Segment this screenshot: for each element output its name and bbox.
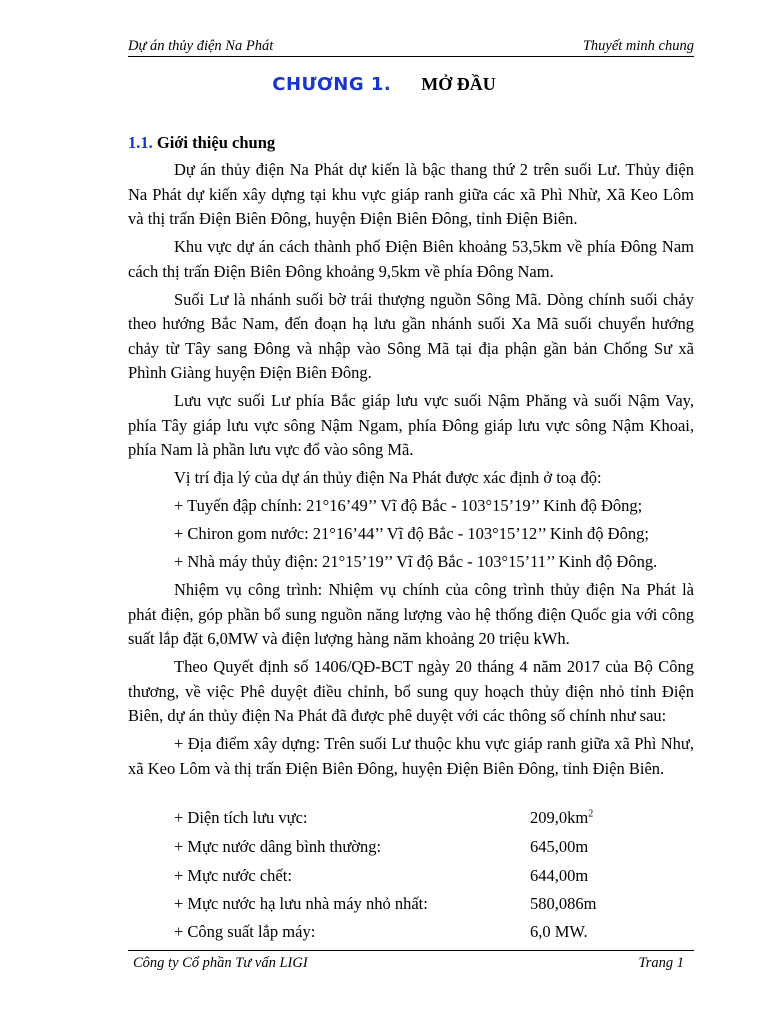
- spec-label: + Diện tích lưu vực:: [174, 808, 308, 827]
- document-body: [128, 158, 694, 785]
- spec-value: 6,0 MW.: [530, 922, 588, 941]
- chapter-number: CHƯƠNG 1.: [272, 74, 392, 95]
- spec-row: [174, 837, 694, 861]
- header-document-type: Thuyết minh chung: [582, 38, 694, 54]
- chapter-heading: [0, 74, 768, 95]
- paragraph-coordinates-intro: Vị trí địa lý của dự án thủy điện Na Phát được xác định ở toạ độ:: [174, 468, 602, 487]
- footer-page-number: Trang 1: [638, 955, 684, 971]
- spec-label: + Công suất lắp máy:: [174, 922, 316, 941]
- spec-label: + Mực nước dâng bình thường:: [174, 837, 382, 856]
- spec-value: 644,00m: [530, 866, 589, 885]
- section-number: 1.1.: [128, 133, 153, 152]
- coordinate-item-plant: + Nhà máy thủy điện: 21°15’19’’ Vĩ độ Bắc - 103°15’11’’ Kinh độ Đông.: [174, 552, 658, 571]
- footer-company: Công ty Cổ phần Tư vấn LIGI: [133, 955, 308, 971]
- coordinate-item-dam: + Tuyến đập chính: 21°16’49’’ Vĩ độ Bắc - 103°15’19’’ Kinh độ Đông;: [174, 496, 643, 515]
- page-footer: [128, 950, 694, 973]
- spec-label: + Mực nước hạ lưu nhà máy nhỏ nhất:: [174, 894, 428, 913]
- spec-row: [174, 922, 694, 946]
- chapter-title: MỞ ĐẦU: [421, 74, 496, 94]
- spec-value: $209,0km^2$: [530, 808, 594, 827]
- paragraph-stream: Suối Lư là nhánh suối bờ trái thượng nguồn Sông Mã. Dòng chính suối chảy theo hướng Bắc Nam, đến đoạn hạ lưu gần nhánh suối Xa Mã suối chuyển hướng chảy từ Tây sang Đông và nhập vào Sông Mã tại địa phận gần bản Chống Sư xã Phình Giàng huyện Điện Biên Đông.: [128, 289, 694, 382]
- paragraph-basin: Lưu vực suối Lư phía Bắc giáp lưu vực suối Nậm Phăng và suối Nậm Vay, phía Tây giáp lưu vực sông Nậm Ngam, phía Đông giáp lưu vực sông Nậm Khoai, phía Nam là phần lưu vực đổ vào sông Mã.: [128, 391, 694, 459]
- paragraph-site: + Địa điểm xây dựng: Trên suối Lư thuộc khu vực giáp ranh giữa xã Phì Như, xã Keo Lôm và thị trấn Điện Biên Đông, huyện Điện Biên Đông, tỉnh Điện Biên.: [128, 734, 694, 778]
- spec-row: [174, 808, 694, 832]
- spec-row: [174, 866, 694, 890]
- spec-value: 580,086m: [530, 894, 597, 913]
- paragraph-location: Khu vực dự án cách thành phố Điện Biên khoảng 53,5km về phía Đông Nam cách thị trấn Điện Biên Đông khoảng 9,5km về phía Đông Nam.: [128, 237, 694, 281]
- section-title: Giới thiệu chung: [156, 133, 276, 152]
- spec-row: [174, 894, 694, 918]
- spec-value: 645,00m: [530, 837, 589, 856]
- page-header: [128, 38, 694, 57]
- coordinate-item-intake: + Chiron gom nước: 21°16’44’’ Vĩ độ Bắc - 103°15’12’’ Kinh độ Đông;: [174, 524, 649, 543]
- paragraph-decision: Theo Quyết định số 1406/QĐ-BCT ngày 20 tháng 4 năm 2017 của Bộ Công thương, về việc Phê duyệt điều chỉnh, bổ sung quy hoạch thủy điện nhỏ tỉnh Điện Biên, dự án thủy điện Na Phát đã được phê duyệt với các thông số chính như sau:: [128, 657, 694, 725]
- paragraph-mission: Nhiệm vụ công trình: Nhiệm vụ chính của công trình thủy điện Na Phát là phát điện, góp phần bổ sung nguồn năng lượng vào hệ thống điện Quốc gia với công suất lắp đặt 6,0MW và điện lượng hàng năm khoảng 20 triệu kWh.: [128, 580, 694, 648]
- spec-label: + Mực nước chết:: [174, 866, 292, 885]
- section-heading: [128, 133, 275, 153]
- header-project-name: Dự án thủy điện Na Phát: [128, 38, 274, 54]
- paragraph-intro: Dự án thủy điện Na Phát dự kiến là bậc thang thứ 2 trên suối Lư. Thủy điện Na Phát dự kiến xây dựng tại khu vực giáp ranh giữa các xã Phì Nhừ, Xã Keo Lôm và thị trấn Điện Biên Đông, huyện Điện Biên Đông, tỉnh Điện Biên.: [128, 160, 694, 228]
